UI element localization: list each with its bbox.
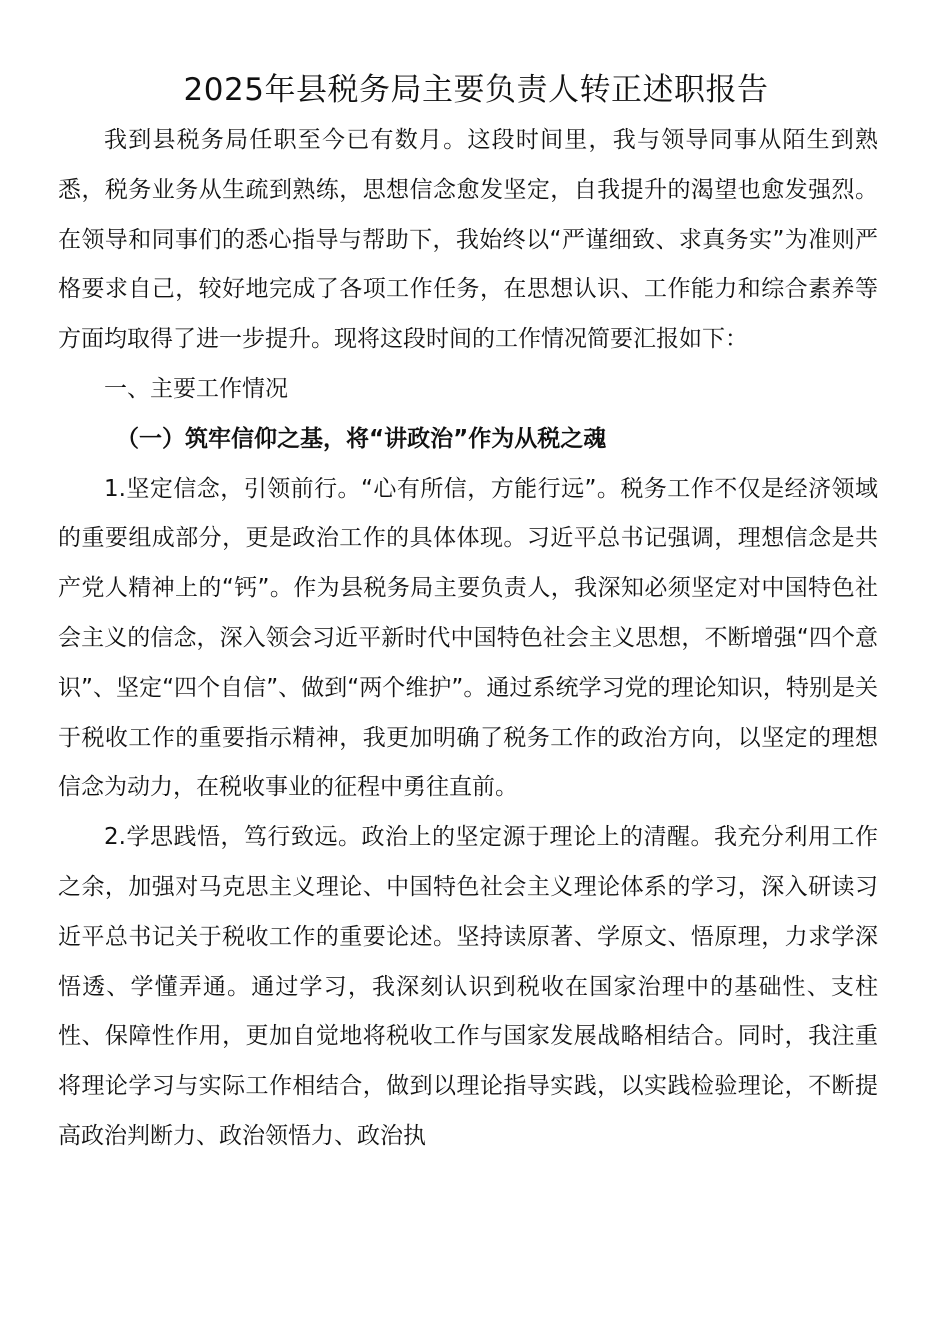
document-title: 2025年县税务局主要负责人转正述职报告 — [183, 72, 769, 108]
intro-paragraph: 我到县税务局任职至今已有数月。这段时间里，我与领导同事从陌生到熟悉，税务业务从生疏到熟练，思想信念愈发坚定，自我提升的渴望也愈发强烈。在领导和同事们的悉心指导与帮助下，我始终以“严谨细致、求真务实”为准则严格要求自己，较好地完成了各项工作任务，在思想认识、工作能力和综合素养等方面均取得了进一步提升。现将这段时间的工作情况简要汇报如下： — [58, 127, 878, 353]
paragraph-point-1: 1.坚定信念，引领前行。“心有所信，方能行远”。税务工作不仅是经济领域的重要组成部分，更是政治工作的具体体现。习近平总书记强调，理想信念是共产党人精神上的“钙”。作为县税务局主要负责人，我深知必须坚定对中国特色社会主义的信念，深入领会习近平新时代中国特色社会主义思想，不断增强“四个意识”、坚定“四个自信”、做到“两个维护”。通过系统学习党的理论知识，特别是关于税收工作的重要指示精神，我更加明确了税务工作的政治方向，以坚定的理想信念为动力，在税收事业的征程中勇往直前。 — [58, 475, 878, 801]
section-heading-main-work: 一、主要工作情况 — [104, 375, 288, 402]
subsection-heading-politics: （一）筑牢信仰之基，将“讲政治”作为从税之魂 — [116, 425, 607, 452]
paragraph-point-2: 2.学思践悟，笃行致远。政治上的坚定源于理论上的清醒。我充分利用工作之余，加强对马克思主义理论、中国特色社会主义理论体系的学习，深入研读习近平总书记关于税收工作的重要论述。坚持读原著、学原文、悟原理，力求学深悟透、学懂弄通。通过学习，我深刻认识到税收在国家治理中的基础性、支柱性、保障性作用，更加自觉地将税收工作与国家发展战略相结合。同时，我注重将理论学习与实际工作相结合，做到以理论指导实践，以实践检验理论，不断提高政治判断力、政治领悟力、政治执 — [58, 824, 878, 1149]
